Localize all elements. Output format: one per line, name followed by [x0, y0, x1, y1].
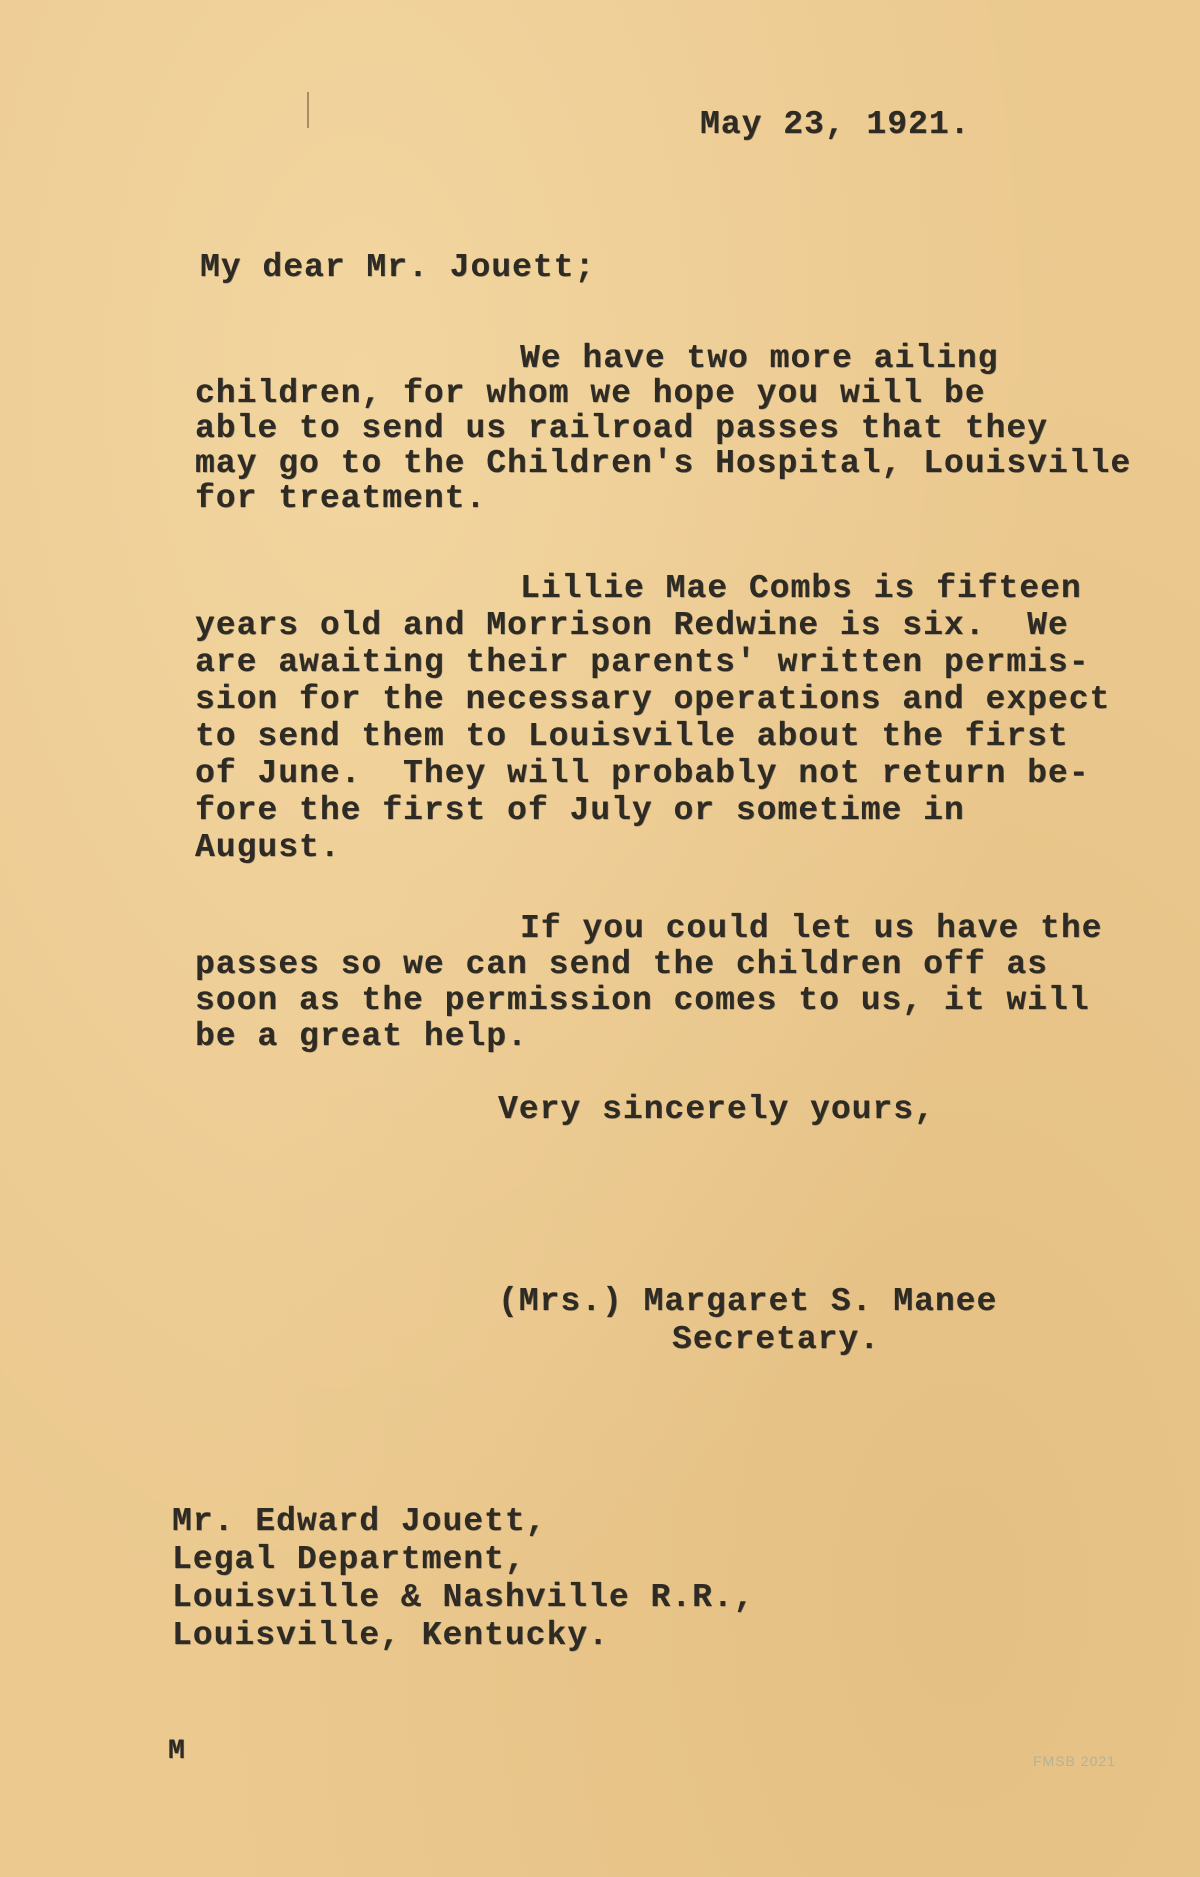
letter-date: May 23, 1921. — [700, 106, 971, 143]
paragraph-2-line: Lillie Mae Combs is fifteen — [520, 570, 1082, 607]
typist-initial: M — [168, 1736, 186, 1767]
paragraph-2-line: years old and Morrison Redwine is six. We — [195, 607, 1069, 644]
signature-name: (Mrs.) Margaret S. Manee — [498, 1283, 998, 1320]
paragraph-2-line: August. — [195, 829, 341, 866]
paragraph-1-line: We have two more ailing — [520, 340, 999, 377]
paragraph-3-line: soon as the permission comes to us, it will — [195, 982, 1090, 1019]
signature-title: Secretary. — [672, 1321, 881, 1358]
paragraph-3-line: passes so we can send the children off as — [195, 946, 1048, 983]
paragraph-1-line: children, for whom we hope you will be — [195, 375, 986, 412]
address-line: Legal Department, — [172, 1541, 526, 1578]
paragraph-1-line: may go to the Children's Hospital, Louisville — [195, 445, 1132, 482]
address-line: Louisville, Kentucky. — [172, 1617, 609, 1654]
closing: Very sincerely yours, — [498, 1091, 935, 1128]
pen-mark — [307, 92, 309, 128]
paragraph-1-line: for treatment. — [195, 480, 487, 517]
paragraph-2-line: sion for the necessary operations and expect — [195, 681, 1111, 718]
paragraph-2-line: to send them to Louisville about the first — [195, 718, 1069, 755]
paragraph-2-line: are awaiting their parents' written permis- — [195, 644, 1090, 681]
paragraph-1-line: able to send us railroad passes that they — [195, 410, 1048, 447]
address-line: Mr. Edward Jouett, — [172, 1503, 547, 1540]
paragraph-3-line: be a great help. — [195, 1018, 528, 1055]
salutation: My dear Mr. Jouett; — [200, 249, 596, 286]
paragraph-3-line: If you could let us have the — [520, 910, 1103, 947]
archive-stamp: FMSB 2021 — [1033, 1753, 1116, 1769]
paragraph-2-line: of June. They will probably not return be- — [195, 755, 1090, 792]
address-line: Louisville & Nashville R.R., — [172, 1579, 755, 1616]
paragraph-2-line: fore the first of July or sometime in — [195, 792, 965, 829]
